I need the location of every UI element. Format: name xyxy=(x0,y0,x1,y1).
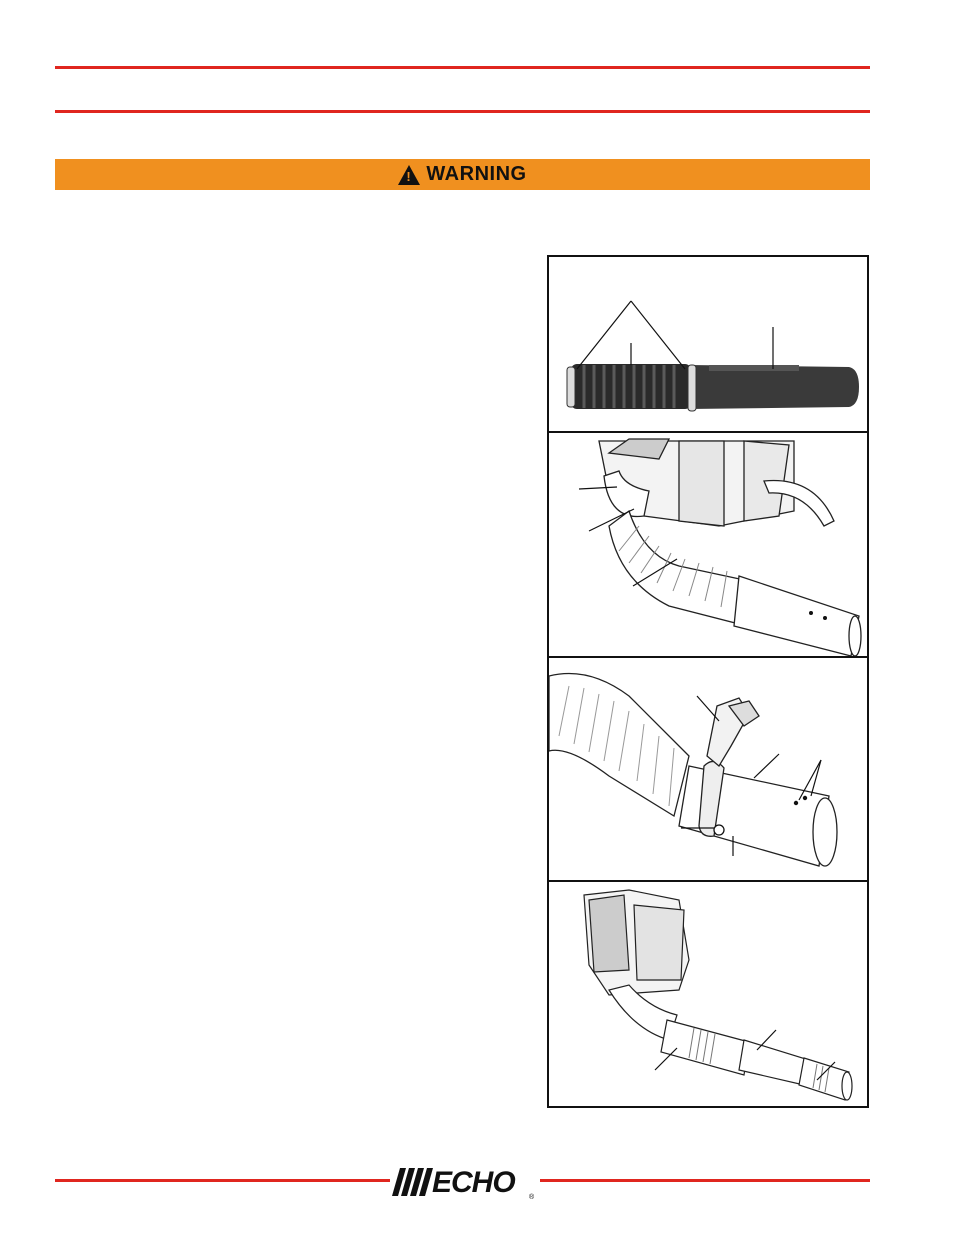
warning-label: WARNING xyxy=(426,163,527,185)
warning-triangle-icon: ! xyxy=(398,165,420,185)
throttle-handle-illustration xyxy=(549,656,867,880)
figure-flex-pipe xyxy=(549,257,867,433)
figure-pipe-extension xyxy=(549,880,867,1106)
blower-elbow-illustration xyxy=(549,431,867,656)
header-rule-top xyxy=(55,66,870,69)
registered-mark: ® xyxy=(529,1194,535,1201)
figure-throttle-handle xyxy=(549,656,867,882)
flex-pipe-illustration xyxy=(549,257,867,431)
pipe-extension-illustration xyxy=(549,880,867,1106)
figure-blower-elbow xyxy=(549,431,867,658)
footer-rule-right xyxy=(540,1179,870,1182)
brand-name: ECHO xyxy=(432,1166,515,1199)
figure-panel xyxy=(547,255,869,1108)
warning-banner xyxy=(55,159,870,190)
footer-rule-left xyxy=(55,1179,390,1182)
header-rule-bottom xyxy=(55,110,870,113)
